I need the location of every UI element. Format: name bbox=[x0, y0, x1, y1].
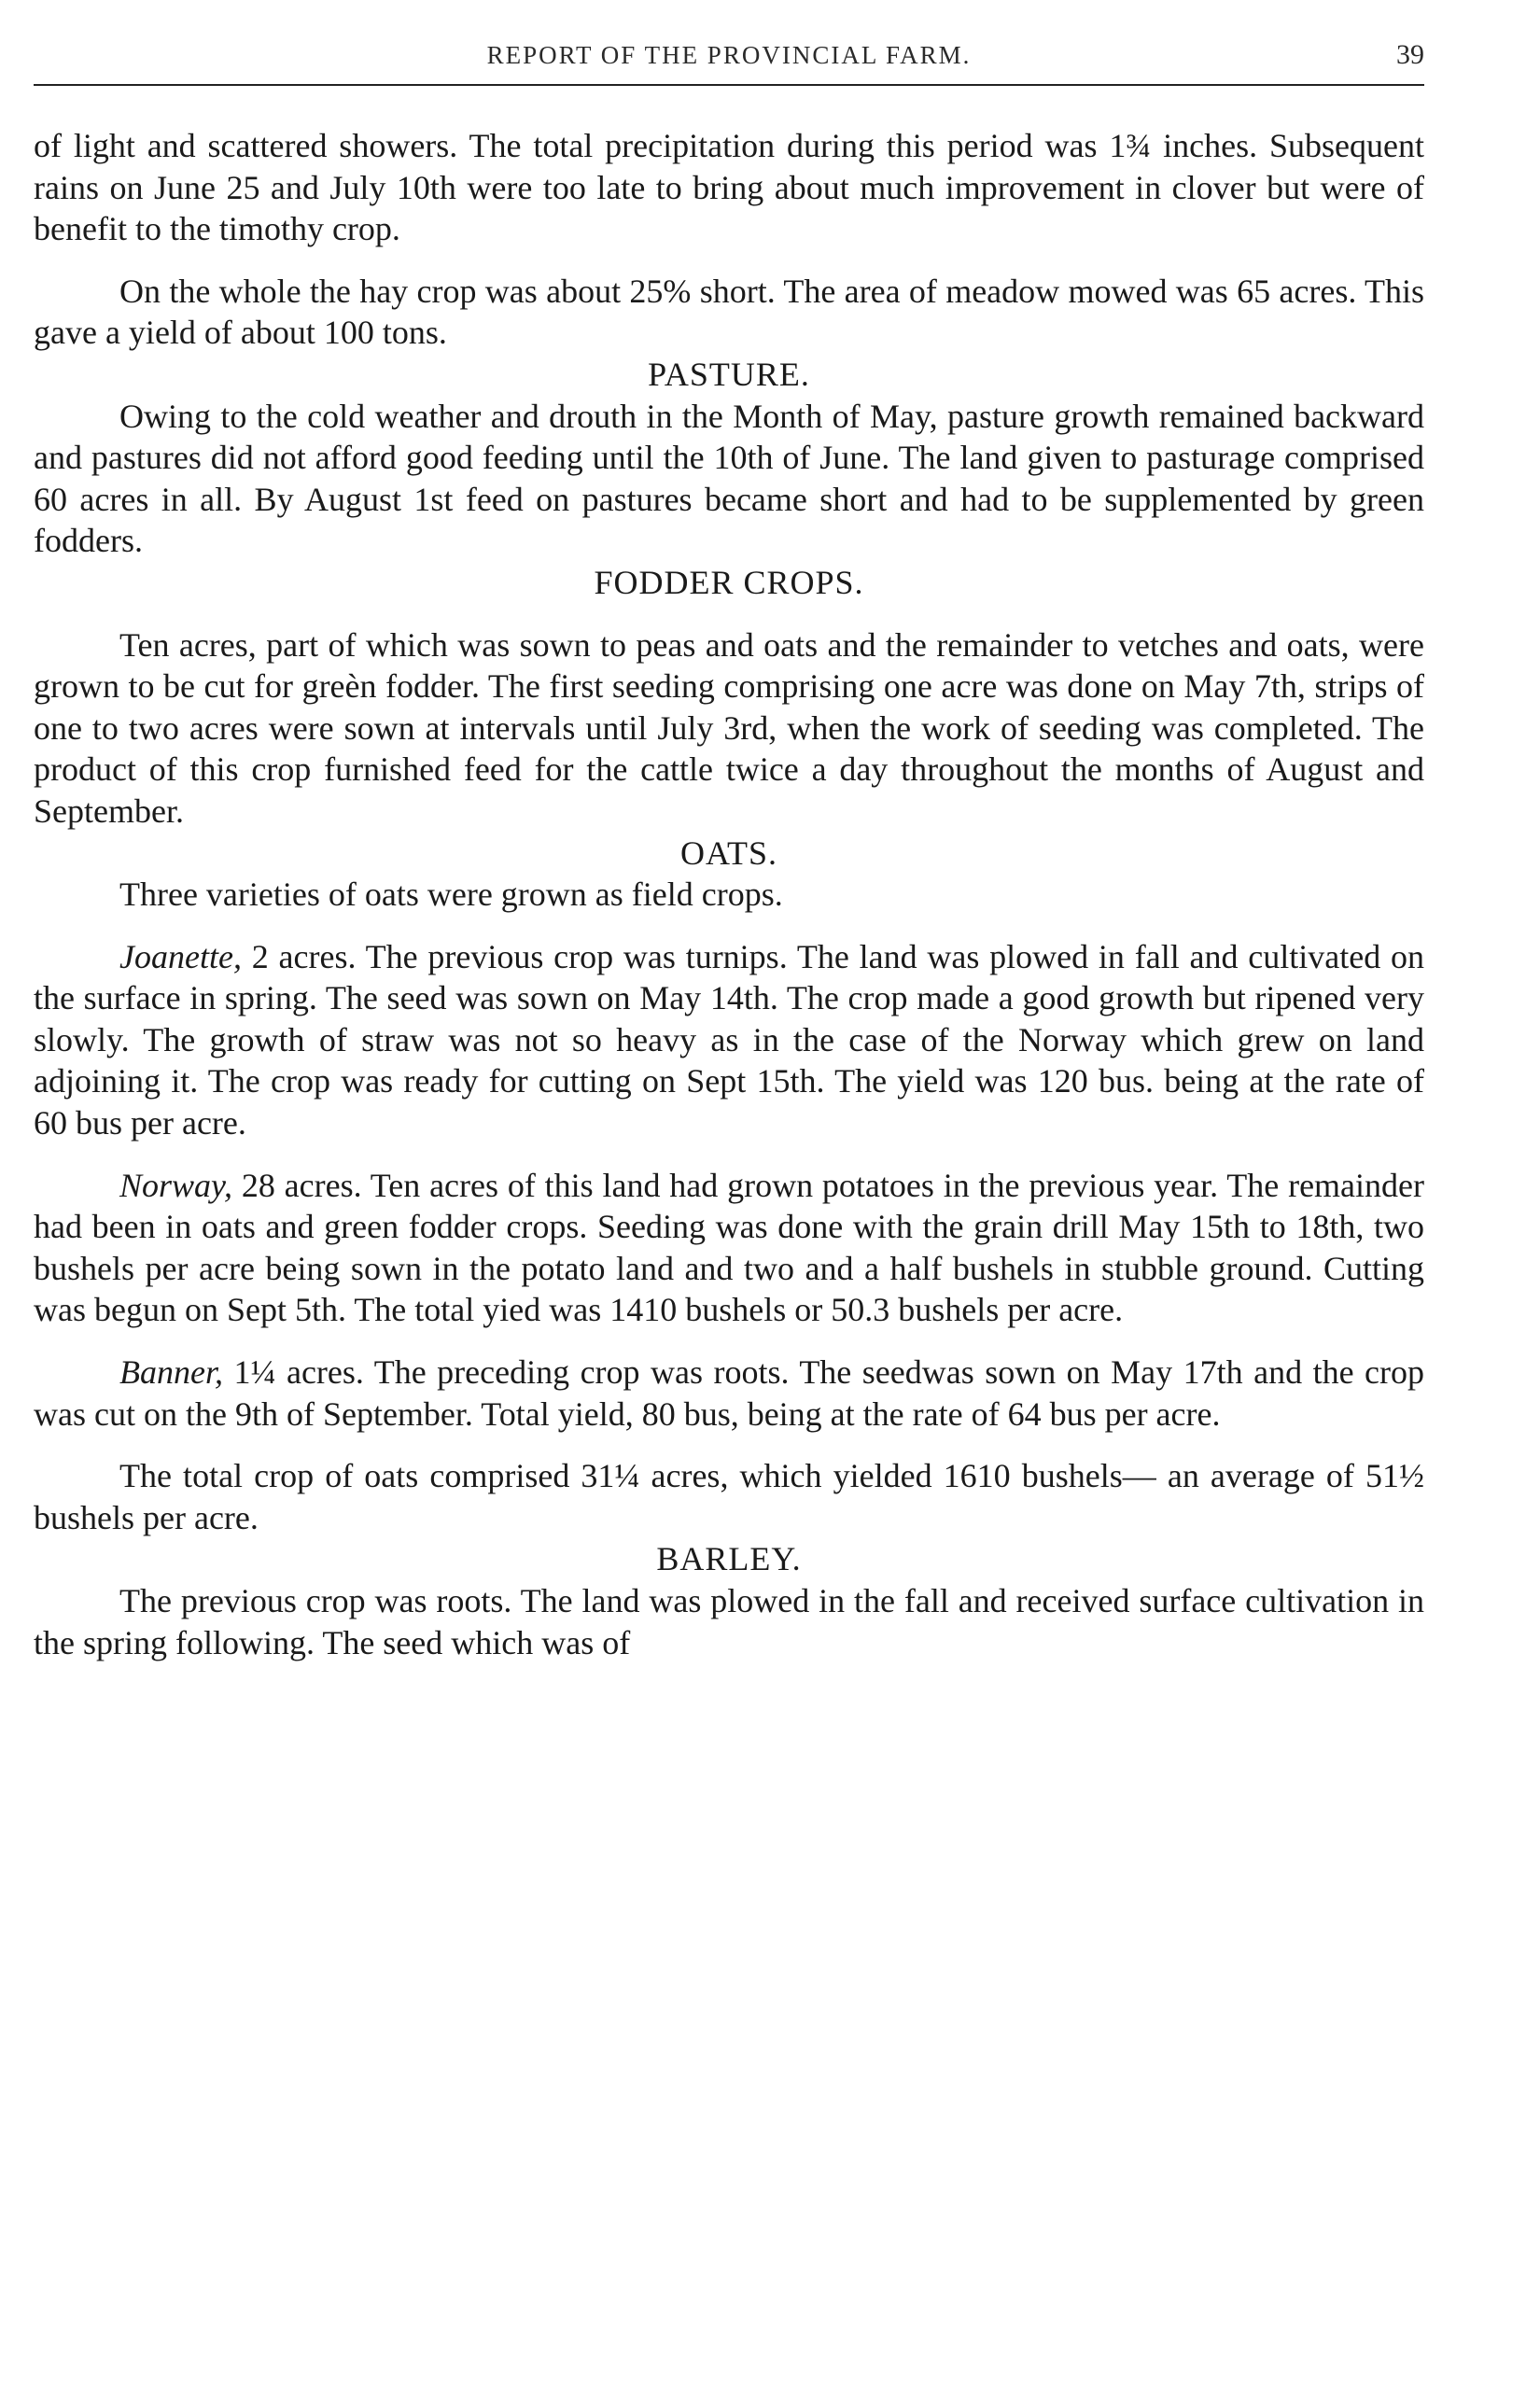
paragraph-precipitation: of light and scattered showers. The total precipitation during this period was 1¾ inches. Subsequent rains on June 25 and July 10th were too late to bring about much improvement in clover but were of benefit to the timothy crop. bbox=[34, 127, 1424, 248]
header-rule bbox=[34, 84, 1424, 86]
running-title: REPORT OF THE PROVINCIAL FARM. bbox=[486, 41, 972, 69]
variety-name-banner: Banner, bbox=[119, 1353, 223, 1392]
section-heading-barley: BARLEY. bbox=[656, 1540, 802, 1578]
variety-name-norway: Norway, bbox=[119, 1166, 233, 1204]
paragraph-hay-crop: On the whole the hay crop was about 25% short. The area of meadow mowed was 65 acres. This gave a yield of about 100 tons. bbox=[34, 272, 1424, 352]
running-header bbox=[34, 28, 1424, 75]
body-text bbox=[34, 125, 1424, 1663]
paragraph-barley: The previous crop was roots. The land was plowed in the fall and received surface cultivation in the spring following. The seed which was of bbox=[34, 1582, 1424, 1661]
section-heading-oats: OATS. bbox=[679, 834, 778, 872]
paragraph-norway-text: 28 acres. Ten acres of this land had grown potatoes in the previous year. The remainder had been in oats and green fodder crops. Seeding was done with the grain drill May 15th to 18th, two bushels per acre being sown in the potato land and two and a half bushels in stubble ground. Cutting was begun on Sept 5th. The total yied was 1410 bushels or 50.3 bushels per acre. bbox=[34, 1166, 1424, 1329]
variety-name-joanette: Joanette, bbox=[119, 937, 242, 975]
paragraph-banner-text: 1¼ acres. The preceding crop was roots. The seedwas sown on May 17th and the crop was cut on the 9th of September. Total yield, 80 bus, being at the rate of 64 bus per acre. bbox=[34, 1353, 1424, 1433]
paragraph-joanette bbox=[34, 936, 1424, 1144]
paragraph-fodder-crops: Ten acres, part of which was sown to peas and oats and the remainder to vetches and oats, were grown to be cut for greèn fodder. The first seeding comprising one acre was done on May 7th, strips of one to two acres were sown at intervals until July 3rd, when the work of seeding was completed. The product of this crop furnished feed for the cattle twice a day throughout the months of August and September. bbox=[34, 625, 1424, 830]
section-heading-pasture: PASTURE. bbox=[648, 355, 810, 393]
paragraph-oats-intro: Three varieties of oats were grown as field crops. bbox=[119, 876, 783, 914]
paragraph-oats-total: The total crop of oats comprised 31¼ acres, which yielded 1610 bushels— an average of 51½ bushels per acre. bbox=[34, 1457, 1424, 1536]
paragraph-pasture: Owing to the cold weather and drouth in the Month of May, pasture growth remained backward and pastures did not afford good feeding until the 10th of June. The land given to pasturage comprised 60 acres in all. By August 1st feed on pastures became short and had to be supplemented by green fodders. bbox=[34, 397, 1424, 560]
section-heading-fodder-crops: FODDER CROPS. bbox=[594, 563, 864, 601]
paragraph-norway bbox=[34, 1165, 1424, 1331]
paragraph-joanette-text: 2 acres. The previous crop was turnips. The land was plowed in fall and cultivated on the surface in spring. The seed was sown on May 14th. The crop made a good growth but ripened very slowly. The growth of straw was not so heavy as in the case of the Norway which grew on land adjoining it. The crop was ready for cutting on Sept 15th. The yield was 120 bus. being at the rate of 60 bus per acre. bbox=[34, 937, 1424, 1142]
paragraph-banner bbox=[34, 1352, 1424, 1435]
document-page bbox=[34, 28, 1424, 1663]
page-number: 39 bbox=[1396, 39, 1424, 70]
